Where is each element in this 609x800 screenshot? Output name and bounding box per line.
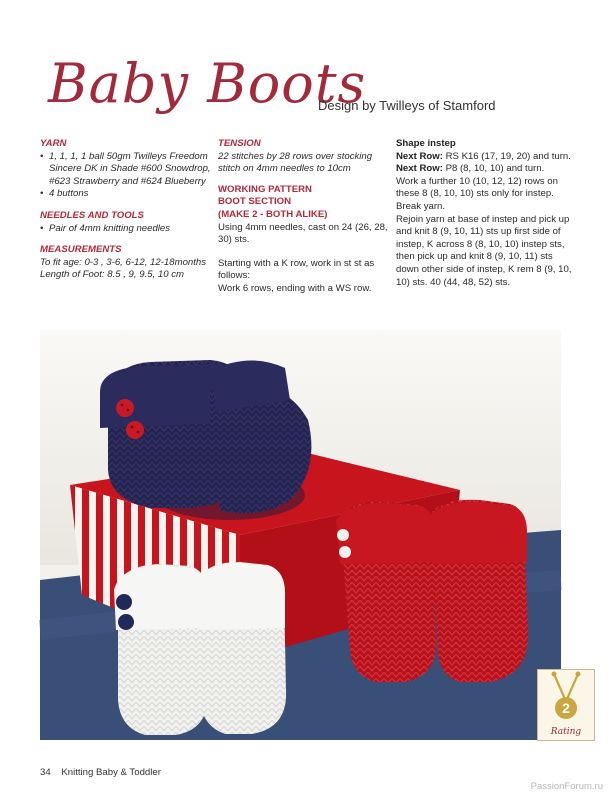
next-row-2 [396, 163, 576, 176]
fit-age: To fit age: 0-3 , 3-6, 6-12, 12-18months [40, 256, 207, 268]
needles-heading: NEEDLES AND TOOLS [40, 209, 144, 221]
next-row-label: Next Row: [396, 163, 443, 175]
navy-boot [100, 360, 311, 520]
next-row-text: RS K16 (17, 19, 20) and turn. [442, 150, 571, 162]
white-boots [114, 562, 286, 735]
next-row-label: Next Row: [396, 150, 443, 162]
measurements-heading: MEASUREMENTS [40, 244, 122, 256]
make-two-heading: (MAKE 2 - BOTH ALIKE) [218, 208, 328, 220]
next-row-1 [396, 151, 576, 164]
designer-credit: Design by Twilleys of Stamford [318, 98, 496, 113]
page-number: 34 [40, 767, 51, 778]
instep-heading: Shape instep [396, 138, 456, 149]
watermark: PassionForum.ru [530, 781, 603, 792]
yarn-heading: YARN [40, 138, 67, 149]
page-footer [40, 767, 161, 778]
instep-column [396, 138, 576, 289]
rejoin-paragraph: Rejoin yarn at base of instep and pick up and knit 8 (9, 10, 11) sts up first side of instep, K across 8 (8, 10, 10) instep sts, then pick up and knit 8 (9, 10, 11) sts down other side of instep, K rem 8 (9, 10, 10) sts. 40 (44, 48, 52) sts. [396, 213, 572, 288]
magazine-name: Knitting Baby & Toddler [61, 767, 161, 778]
next-row-text: P8 (8, 10, 10) and turn. [442, 163, 545, 175]
yarn-item: • 4 buttons [40, 188, 212, 201]
break-yarn: Break yarn. [396, 200, 446, 212]
needles-list [40, 223, 212, 236]
tension-column [218, 138, 390, 296]
start-paragraph: Starting with a K row, work in st st as follows: [218, 257, 375, 282]
needles-item: • Pair of 4mm knitting needles [40, 223, 212, 236]
yarn-list [40, 151, 212, 201]
rating-badge [537, 669, 595, 741]
working-pattern-heading: WORKING PATTERN [218, 183, 312, 195]
instep-paragraph: Work a further 10 (10, 12, 12) rows on these 8 (8, 10, 10) sts only for instep. [396, 175, 558, 200]
rating-label: Rating [550, 727, 582, 737]
materials-column [40, 138, 212, 282]
baby-boots-photo [40, 330, 582, 740]
cast-on-paragraph: Using 4mm needles, cast on 24 (26, 28, 30) sts. [218, 221, 388, 246]
boot-section-heading: BOOT SECTION [218, 196, 292, 208]
yarn-item: • 1, 1, 1, 1 ball 50gm Twilleys Freedom Sincere DK in Shade #600 Snowdrop, #623 Strawberry and #624 Blueberry [40, 151, 212, 189]
knitting-needles-icon [538, 670, 594, 726]
photo-illustration [40, 330, 561, 740]
rating-value: 2 [562, 700, 570, 716]
rows-paragraph: Work 6 rows, ending with a WS row. [218, 282, 372, 294]
tension-heading: TENSION [218, 138, 261, 149]
page-title: Baby Boots [48, 52, 367, 115]
foot-length: Length of Foot: 8.5 , 9, 9.5, 10 cm [40, 269, 184, 281]
tension-text: 22 stitches by 28 rows over stocking stitch on 4mm needles to 10cm [218, 150, 373, 175]
red-boots [336, 500, 528, 682]
